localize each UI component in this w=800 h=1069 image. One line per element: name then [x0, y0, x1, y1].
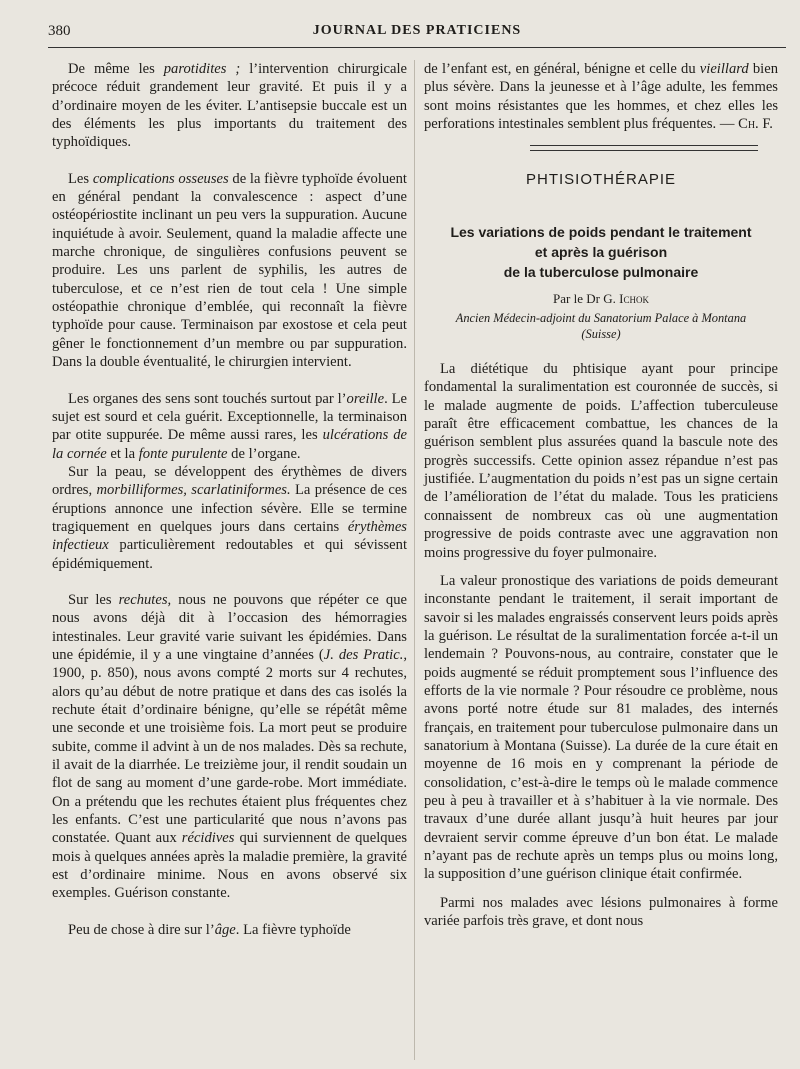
page-number: 380 [48, 22, 71, 39]
text-run: de l’organe. [227, 445, 301, 462]
italic-term: âge [214, 921, 236, 938]
italic-term: complications osseuses [92, 170, 229, 187]
italic-term: J. des Pratic., [323, 646, 407, 663]
text-run: De même les [68, 61, 164, 77]
text-run: Les [68, 170, 93, 187]
paragraph-continuation [424, 60, 778, 133]
text-run: de l’enfant est, en général, bénigne et celle du [424, 61, 700, 77]
article-title [424, 222, 778, 282]
affiliation-line: (Suisse) [581, 327, 621, 342]
paragraph-parmi-nos-malades: Parmi nos malades avec lésions pulmonaires à forme variée parfois très grave, et dont nous [424, 894, 778, 930]
italic-term: récidives [181, 830, 235, 847]
section-separator [530, 145, 758, 151]
article-title-line: Les variations de poids pendant le traitement [450, 223, 752, 240]
italic-term: érythèmes infectieux [52, 518, 407, 554]
italic-term: parotidites ; [163, 61, 241, 77]
author-affiliation [424, 310, 778, 342]
header-rule [48, 47, 786, 48]
text-run: 1900, p. 850), nous avons compté 2 morts sur 4 rechutes, alors qu’au début de notre pratique et dans des cas isolés la rechute était d’ordinaire bénigne, qu’elle se répétât même une seconde et une troisième fois. La mort peut se produire subite, comme il advint à un de nos malades. Dès sa rechute, il avait de la diarrhée. Le treizième jour, il rendit soudain un flot de sang au moment d’une garde-robe. Mort immédiate. On a prétendu que les rechutes étaient plus fréquentes chez les enfants. C’est une particularité que nous n’avons pas constatée. Quant aux [52, 665, 407, 847]
paragraph-peau [52, 463, 407, 573]
affiliation-line: Ancien Médecin-adjoint du Sanatorium Palace à Montana [455, 311, 747, 326]
italic-term: morbilliformes, scarlatiniformes. [96, 482, 291, 499]
text-run: particulièrement redoutables et qui sévissent épidémiquement. [52, 537, 407, 572]
paragraph-age [52, 921, 407, 939]
article-title-line: de la tuberculose pulmonaire [503, 263, 699, 280]
paragraph-rechutes [52, 591, 407, 903]
journal-title: JOURNAL DES PRATICIENS [312, 23, 522, 38]
text-run: de la fièvre typhoïde évoluent en général pendant la convalescence : aspect d’une ostéopériostite inclinant un peu vers la suppuration. Aucune inquiétude à avoir. Seulement, quand la maladie affecte une marche chronique, de singulières confusions peuvent se produire. Les uns parlent de syphilis, les autres de tuberculose, et ce n’est rien de tout cela ! Une simple ostéopathie chronique d’emblée, qui reconnaît la fièvre typhoïde pour cause. Terminaison par exostose et cela peut gêner le fonctionnement d’un membre ou par suppuration. Dans la double éventualité, le chirurgien intervient. [52, 170, 407, 371]
author-name: Ichok [619, 290, 649, 306]
text-run: . La fièvre typhoïde [235, 921, 351, 938]
italic-term: rechutes, [118, 591, 172, 608]
text-run: Sur la peau, se développent des érythèmes de divers ordres, [52, 463, 407, 499]
author-signature: Ch. F. [738, 116, 773, 133]
column-divider [414, 60, 415, 1060]
text-run: bien plus sévère. Dans la jeunesse et à l’âge adulte, les femmes sont moins résistantes que les hommes, et chez elles les perforations intestinales semblent plus fréquentes. — [424, 61, 779, 133]
text-run: Peu de chose à dire sur l’ [68, 921, 215, 938]
italic-term: vieillard [699, 61, 749, 77]
paragraph-parotidites [52, 60, 407, 152]
article-byline [424, 290, 778, 308]
text-run: Sur les [68, 591, 119, 608]
page-header [48, 20, 786, 42]
italic-term: oreille [346, 390, 385, 407]
italic-term: fonte purulente [138, 445, 228, 462]
byline-prefix: Par le Dr G. [553, 290, 620, 306]
text-run: qui surviennent de quelques mois à quelques années après la maladie première, la gravité est d’ordinaire minime. Nous en avons observé six exemples. Guérison constante. [52, 830, 407, 902]
text-run: nous ne pouvons que répéter ce que nous avons déjà dit à l’occasion des hémorragies intestinales. Leur gravité varie suivant les épidémies. Dans une épidémie, il y a une vingtaine d’années ( [52, 591, 407, 663]
text-run: Les organes des sens sont touchés surtout par l’ [68, 390, 347, 407]
italic-term: ulcérations de la cornée [52, 427, 408, 462]
paragraph-valeur-pronostique: La valeur pronostique des variations de poids demeurant inconstante pendant le traitement, il serait important de savoir si les malades engraissés conservent leurs poids après la guérison. Le résultat de la suralimentation forcée a-t-il un lendemain ? Pouvons-nous, au contraire, constater que le poids augmenté se réduit promptement sous l’influence des efforts de la vie normale ? Pour résoudre ce problème, nous avons porté notre étude sur 81 malades, des internés français, en traitement pour tuberculose pulmonaire dans un sanatorium à Montana (Suisse). La durée de la cure était en moyenne de 16 mois en y comprenant la période de consolidation, c’est-à-dire le temps où le malade commence peu à peu à travailler et à s’habituer à la vie normale. Des travaux d’une durée allant jusqu’à huit heures par jour devraient servir comme épreuve d’un bon état. Le malade n’ayant pas de rechute après un temps plus ou moins long, la supposition d’une guérison clinique était confirmée. [424, 572, 778, 883]
article-title-line: et après la guérison [534, 243, 668, 260]
text-run: . Le sujet est sourd et cela guérit. Exceptionnelle, la terminaison par otite suppurée. De même aussi rares, les [52, 390, 407, 444]
paragraph-dietetique: La diététique du phtisique ayant pour principe fondamental la suralimentation est couronnée de succès, si le malade augmente de poids. L’affection tuberculeuse paraît être efficacement combattue, les chances de la guérison semblent plus assurées quand la bascule note des progrès successifs. Cette opinion assez répandue n’est pas justifiée. L’augmentation du poids n’est pas un signe certain de l’amélioration de l’état du malade. Tous les praticiens connaissent de nombreux cas où une augmentation progressive de poids contraste avec une aggravation non moins progressive du foyer pulmonaire. [424, 361, 778, 561]
section-title: PHTISIOTHÉRAPIE [525, 171, 677, 189]
text-run: l’intervention chirurgicale précoce réduit grandement leur gravité. Et puis il y a d’ordinaire moyen de les éviter. L’antisepsie buccale est un des éléments les plus importants du traitement des typhoïdiques. [52, 61, 407, 151]
text-run: La présence de ces éruptions annonce une infection sévère. Elle se termine tragiquement en quelques jours dans certains [52, 482, 407, 535]
left-column [52, 60, 407, 1057]
paragraph-organes-des-sens [52, 390, 407, 463]
text-run: et la [106, 445, 139, 462]
right-column [424, 60, 778, 1057]
paragraph-complications-osseuses [52, 170, 407, 372]
